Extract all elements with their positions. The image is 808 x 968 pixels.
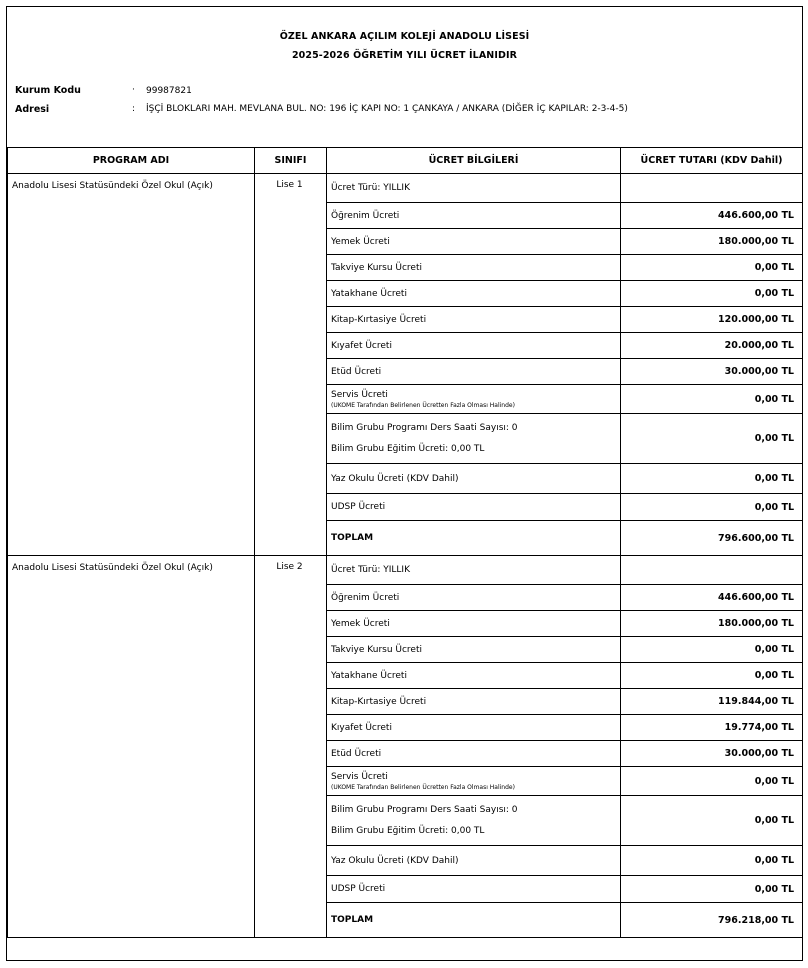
fee-label: Öğrenim Ücreti	[327, 203, 621, 229]
fee-label: Kitap-Kırtasiye Ücreti	[327, 689, 621, 715]
science-group-fee: Bilim Grubu Eğitim Ücreti: 0,00 TL	[331, 443, 485, 454]
program-name: Anadolu Lisesi Statüsündeki Özel Okul (Açık)	[8, 556, 255, 938]
institution-code-value: 99987821	[146, 86, 192, 96]
fee-amount: 0,00 TL	[621, 663, 803, 689]
class-name: Lise 1	[255, 174, 327, 556]
total-label: TOPLAM	[327, 903, 621, 938]
fee-amount: 0,00 TL	[621, 796, 803, 846]
fee-label: UDSP Ücreti	[327, 876, 621, 903]
fee-amount: 120.000,00 TL	[621, 307, 803, 333]
fee-table	[7, 147, 803, 938]
fee-label: UDSP Ücreti	[327, 494, 621, 521]
table-row	[8, 174, 803, 203]
service-fee-note: (UKOME Tarafından Belirlenen Ücretten Fazla Olması Halinde)	[331, 401, 515, 409]
service-fee-label: Servis Ücreti	[331, 771, 388, 782]
document-title: ÖZEL ANKARA AÇILIM KOLEJİ ANADOLU LİSESİ	[279, 31, 530, 42]
science-group-cell	[327, 414, 621, 464]
fee-label: Etüd Ücreti	[327, 741, 621, 767]
science-group-hours: Bilim Grubu Programı Ders Saati Sayısı: 0	[331, 804, 518, 815]
total-amount: 796.600,00 TL	[621, 521, 803, 556]
address-value: İŞÇİ BLOKLARI MAH. MEVLANA BUL. NO: 196 İÇ KAPI NO: 1 ÇANKAYA / ANKARA (DİĞER İÇ KAPILAR: 2-3-4-5)	[146, 104, 628, 114]
fee-amount: 20.000,00 TL	[621, 333, 803, 359]
fee-label: Kıyafet Ücreti	[327, 333, 621, 359]
science-group-cell	[327, 796, 621, 846]
fee-label: Kitap-Kırtasiye Ücreti	[327, 307, 621, 333]
fee-amount: 0,00 TL	[621, 281, 803, 307]
table-header-row	[8, 148, 803, 174]
institution-code-label: Kurum Kodu	[15, 85, 81, 96]
fee-label: Etüd Ücreti	[327, 359, 621, 385]
fee-amount: 0,00 TL	[621, 255, 803, 281]
fee-amount: 19.774,00 TL	[621, 715, 803, 741]
fee-amount: 180.000,00 TL	[621, 229, 803, 255]
fee-label: Yatakhane Ücreti	[327, 663, 621, 689]
fee-amount: 0,00 TL	[621, 637, 803, 663]
fee-label: Kıyafet Ücreti	[327, 715, 621, 741]
address-label: Adresi	[15, 104, 50, 115]
header-fee-info: ÜCRET BİLGİLERİ	[327, 148, 621, 174]
fee-label: Yemek Ücreti	[327, 229, 621, 255]
fee-amount: 0,00 TL	[621, 385, 803, 414]
fee-amount: 0,00 TL	[621, 767, 803, 796]
service-fee-label: Servis Ücreti	[331, 389, 388, 400]
science-group-fee: Bilim Grubu Eğitim Ücreti: 0,00 TL	[331, 825, 485, 836]
fee-type-amount-empty	[621, 174, 803, 203]
fee-label: Takviye Kursu Ücreti	[327, 637, 621, 663]
address-separator: :	[132, 104, 136, 114]
header-program: PROGRAM ADI	[8, 148, 255, 174]
total-amount: 796.218,00 TL	[621, 903, 803, 938]
fee-amount: 446.600,00 TL	[621, 585, 803, 611]
fee-amount: 0,00 TL	[621, 414, 803, 464]
table-row	[8, 556, 803, 585]
fee-type: Ücret Türü: YILLIK	[327, 556, 621, 585]
fee-amount: 0,00 TL	[621, 494, 803, 521]
service-fee-cell	[327, 767, 621, 796]
fee-amount: 119.844,00 TL	[621, 689, 803, 715]
service-fee-cell	[327, 385, 621, 414]
institution-code-separator: ·	[132, 85, 135, 95]
class-name: Lise 2	[255, 556, 327, 938]
fee-amount: 30.000,00 TL	[621, 741, 803, 767]
fee-amount: 0,00 TL	[621, 876, 803, 903]
program-name: Anadolu Lisesi Statüsündeki Özel Okul (Açık)	[8, 174, 255, 556]
fee-amount: 0,00 TL	[621, 464, 803, 494]
document-subtitle: 2025-2026 ÖĞRETİM YILI ÜCRET İLANIDIR	[291, 50, 518, 61]
fee-type-amount-empty	[621, 556, 803, 585]
fee-label: Yatakhane Ücreti	[327, 281, 621, 307]
fee-label: Yaz Okulu Ücreti (KDV Dahil)	[327, 464, 621, 494]
header-class: SINIFI	[255, 148, 327, 174]
fee-amount: 446.600,00 TL	[621, 203, 803, 229]
fee-label: Yemek Ücreti	[327, 611, 621, 637]
science-group-hours: Bilim Grubu Programı Ders Saati Sayısı: 0	[331, 422, 518, 433]
total-label: TOPLAM	[327, 521, 621, 556]
fee-amount: 180.000,00 TL	[621, 611, 803, 637]
fee-amount: 0,00 TL	[621, 846, 803, 876]
fee-amount: 30.000,00 TL	[621, 359, 803, 385]
fee-label: Yaz Okulu Ücreti (KDV Dahil)	[327, 846, 621, 876]
header-fee-amount: ÜCRET TUTARI (KDV Dahil)	[621, 148, 803, 174]
fee-type: Ücret Türü: YILLIK	[327, 174, 621, 203]
service-fee-note: (UKOME Tarafından Belirlenen Ücretten Fazla Olması Halinde)	[331, 783, 515, 791]
fee-label: Öğrenim Ücreti	[327, 585, 621, 611]
fee-announcement-document	[6, 6, 803, 961]
fee-label: Takviye Kursu Ücreti	[327, 255, 621, 281]
